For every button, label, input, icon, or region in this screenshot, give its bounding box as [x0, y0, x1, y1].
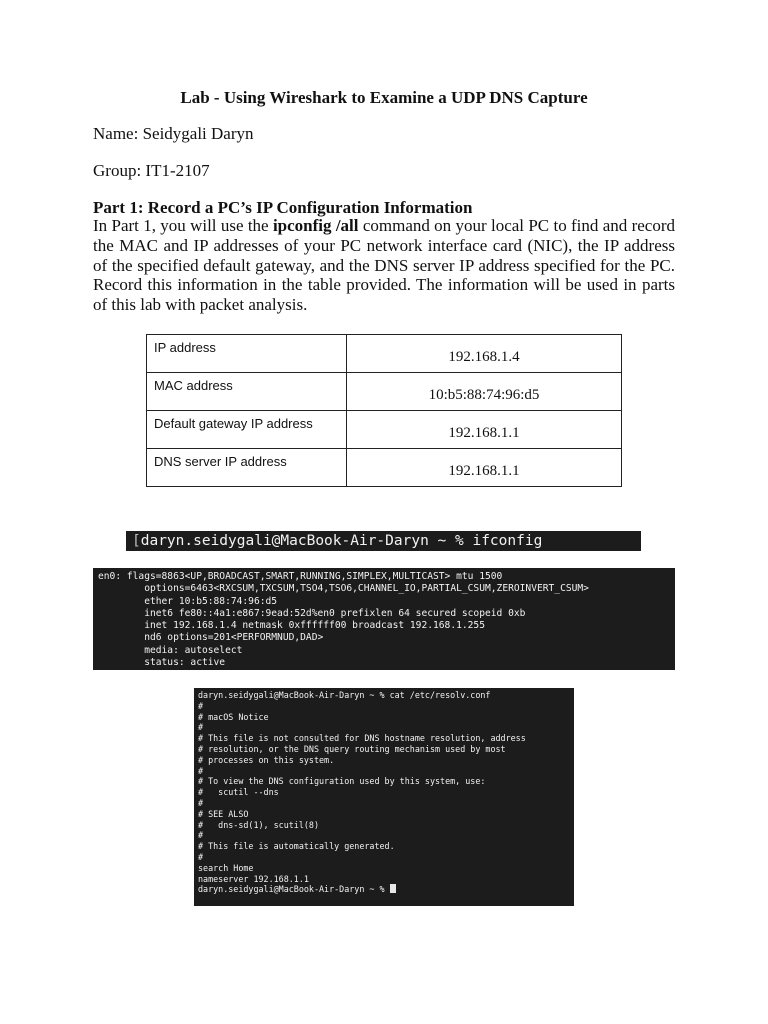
terminal-line: #: [198, 830, 204, 841]
prompt-command: daryn.seidygali@MacBook-Air-Daryn ~ % ifconfig: [140, 533, 543, 549]
table-row: [147, 373, 622, 411]
table-label-cell: IP address: [147, 335, 347, 373]
document-title: Lab - Using Wireshark to Examine a UDP DNS Capture: [180, 88, 588, 107]
terminal-line: #: [198, 797, 204, 808]
table-label-cell: DNS server IP address: [147, 449, 347, 487]
terminal-line: inet 192.168.1.4 netmask 0xffffff00 broadcast 192.168.1.255: [98, 620, 485, 632]
terminal-line: ether 10:b5:88:74:96:d5: [98, 595, 278, 607]
terminal-line: # To view the DNS configuration used by this system, use:: [198, 776, 486, 787]
terminal-line: options=6463<RXCSUM,TXCSUM,TSO4,TSO6,CHANNEL_IO,PARTIAL_CSUM,ZEROINVERT_CSUM>: [98, 583, 589, 595]
terminal-resolv-output: [194, 688, 574, 906]
table-label-cell: Default gateway IP address: [147, 411, 347, 449]
terminal-line: # scutil --dns: [198, 787, 279, 798]
terminal-line: search Home: [198, 862, 254, 873]
terminal-line: media: autoselect: [98, 644, 243, 656]
terminal-line: # dns-sd(1), scutil(8): [198, 819, 320, 830]
final-prompt-text: daryn.seidygali@MacBook-Air-Daryn ~ %: [198, 884, 390, 895]
part1-text-before: In Part 1, you will use the: [93, 216, 273, 235]
terminal-line: #: [198, 700, 204, 711]
part1-paragraph: [93, 216, 675, 315]
table-value-cell: 192.168.1.4: [347, 335, 622, 373]
terminal-line: status: active: [98, 657, 226, 669]
table-row: [147, 335, 622, 373]
name-line: Name: Seidygali Daryn: [93, 124, 254, 143]
terminal-line: # This file is not consulted for DNS hostname resolution, address: [198, 733, 526, 744]
terminal-line: inet6 fe80::4a1:e867:9ead:52d%en0 prefixlen 64 secured scopeid 0xb: [98, 607, 526, 619]
terminal-line: #: [198, 722, 204, 733]
terminal-line: # macOS Notice: [198, 711, 269, 722]
terminal-line: daryn.seidygali@MacBook-Air-Daryn ~ % cat /etc/resolv.conf: [198, 690, 491, 700]
terminal-line: en0: flags=8863<UP,BROADCAST,SMART,RUNNING,SIMPLEX,MULTICAST> mtu 1500: [98, 571, 503, 582]
group-line: Group: IT1-2107: [93, 161, 210, 180]
ip-config-table: [146, 334, 622, 487]
part1-text-after: command on your local PC to find and record the MAC and IP addresses of your PC network interface card (NIC), the IP address of the specified default gateway, and the DNS server IP address specified for the PC. Record this information in the table provided. The information will be used in parts of this lab with packet analysis.: [93, 216, 675, 315]
terminal-line: # resolution, or the DNS query routing mechanism used by most: [198, 743, 506, 754]
part1-heading: Part 1: Record a PC’s IP Configuration Information: [93, 198, 473, 217]
terminal-line: # This file is automatically generated.: [198, 841, 395, 852]
table-row: [147, 449, 622, 487]
table-label-cell: MAC address: [147, 373, 347, 411]
terminal-ifconfig-output: [93, 568, 675, 670]
table-value-cell: 192.168.1.1: [347, 411, 622, 449]
table-row: [147, 411, 622, 449]
terminal-line-final-prompt: [198, 884, 574, 895]
terminal-line: #: [198, 765, 204, 776]
terminal-line: #: [198, 851, 204, 862]
table-value-cell: 192.168.1.1: [347, 449, 622, 487]
prompt-bracket: [: [132, 533, 141, 549]
terminal-line: # processes on this system.: [198, 754, 335, 765]
terminal-line: nameserver 192.168.1.1: [198, 873, 309, 884]
table-value-cell: 10:b5:88:74:96:d5: [347, 373, 622, 411]
terminal-ifconfig-prompt: [126, 531, 641, 551]
terminal-line: nd6 options=201<PERFORMNUD,DAD>: [98, 632, 324, 644]
part1-command: ipconfig /all: [272, 216, 359, 235]
terminal-line: # SEE ALSO: [198, 808, 249, 819]
cursor-block-icon: [390, 884, 396, 893]
